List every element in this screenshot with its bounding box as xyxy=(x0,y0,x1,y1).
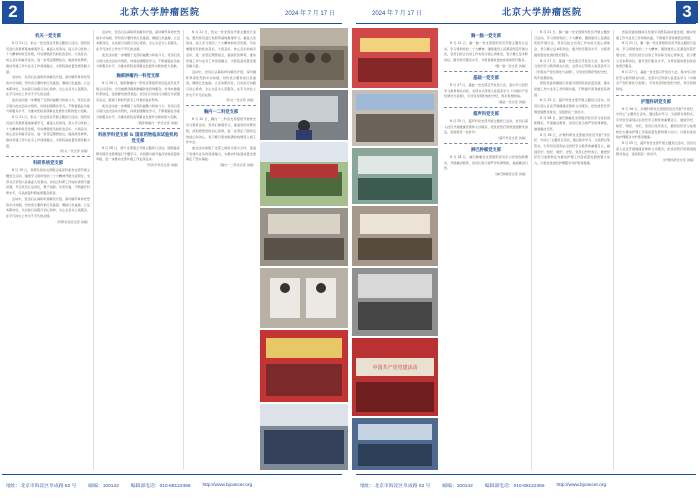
article-title: 机关一党支部 xyxy=(35,34,61,39)
article-title: 胸一脑一党支部 xyxy=(470,34,502,39)
section-divider xyxy=(444,143,528,144)
masthead-left: 北京大学肿瘤医院 xyxy=(120,8,201,18)
article-paragraph: 6 月 19 日，科研系统党支部联合临床科室党支部开展主题党日活动，围绕学习贯彻党的二十大精神开展交流研讨，支部书记带领大家重温入党誓词，并结合科研工作实际讲授专题党课，号召党员立足岗位，勇于创新，攻坚克难，不断提升科研水平，以高质量科研成果服务患者。 xyxy=(6,168,90,196)
header-rule-left xyxy=(2,23,342,24)
article-title: 科医学科党支部 & 国家药物临床试验机构党支部 xyxy=(98,132,178,144)
footer-phone: 编辑部电话：010-88122456 xyxy=(484,483,545,489)
article-title: 科研系统党支部 xyxy=(32,161,64,167)
photo-party-event xyxy=(260,330,348,402)
article-paragraph: 此次活动加强了支部之间的交流与合作，促进了党建与业务的深度融合，为推动科室高质量发展奠定了坚实基础。 xyxy=(186,145,256,162)
footer-left xyxy=(6,477,342,493)
article-paragraph: 6 月 28 日，淋巴肿瘤党支部组织党员学习党的创新理论，开展廉洁教育，党员们表示将严守纪律规矩，做到廉洁行医。 xyxy=(534,115,610,131)
article-paragraph: 6 月 26 日，护理科研党支部组织党员开展“学党纪、守初心”主题党日活动，通过集中学习、交流研讨等形式，引导党员深刻认识党纪学习教育的重要意义，做到学纪、知纪、明纪、守纪。党员们纷纷表示，要把党纪学习成果转化为推动护理工作高质量发展的强大动力，以更加优质的护理服务守护患者健康。 xyxy=(534,132,610,166)
left-column-1 xyxy=(6,30,90,470)
photo-group-photo xyxy=(260,404,348,470)
left-column-2 xyxy=(96,30,180,470)
photo-outdoor-group xyxy=(260,142,348,206)
article-paragraph: 活动中，党员们认真聆听讲解员介绍，深切缅怀革命先烈的丰功伟绩，纷纷表示要传承红色基因，赓续红色血脉，立足本职岗位，以实际行动践行初心使命，全心全意为人民服务，在平凡岗位上作出不平凡的业绩。 xyxy=(186,69,256,97)
article-title: 胸内一二科党支部 xyxy=(203,110,239,116)
column-divider xyxy=(183,30,184,470)
right-column-2 xyxy=(534,30,610,470)
section-divider xyxy=(616,95,696,96)
article-paragraph: 6 月 21 日，机关一党支部在开展主题党日活动，组织党员赴红色教育基地参观学习，重温入党誓词，深入学习党的二十大精神和党章党规，切实增强党员的政治意识、大局意识、核心意识和看齐意识，进一步坚定理想信念，提高党性修养，推动党建工作与业务工作深度融合，为医院高质量发展贡献力量。 xyxy=(6,41,90,74)
photo-hospital-hall xyxy=(352,148,438,204)
footer-right xyxy=(360,477,696,493)
article-paragraph: 6 月 25 日，超声科党支部开展主题党日活动，党员们深入社区开展健康宣教和义诊服务，把优质医疗资源送到群众身边，受到居民一致好评。 xyxy=(534,98,610,114)
article-paragraph: 6 月 25 日，超声科党支部开展主题党日活动，党员们深入社区开展健康宣教和义诊服务，把优质医疗资源送到群众身边，受到居民一致好评。 xyxy=(444,118,528,135)
footer-rule-left xyxy=(2,474,342,475)
right-column-3 xyxy=(616,30,696,470)
article-paragraph: 6 月 21 日，机关一党支部在开展主题党日活动，组织党员赴红色教育基地参观学习，重温入党誓词，深入学习党的二十大精神和党章党规，切实增强党员的政治意识、大局意识、核心意识和看齐意识，进一步坚定理想信念，提高党性修养，推动党建工作与业务工作深度融合，为医院高质量发展贡献力量。 xyxy=(186,30,256,69)
left-column-3 xyxy=(186,30,256,470)
photo-banner-party xyxy=(352,338,438,416)
article-title: 胸部肿瘤内一科党支部 xyxy=(116,73,160,79)
footer-address: 地址：北京市海淀区阜成路 52 号 xyxy=(6,483,77,489)
article-byline: （胸部肿瘤内一科党支部 供稿） xyxy=(135,120,180,125)
column-divider xyxy=(613,30,614,470)
article-paragraph: 6 月 26 日，护理科研党支部组织党员开展“学党纪、守初心”主题党日活动，通过集中学习、交流研讨等形式，引导党员深刻认识党纪学习教育的重要意义，做到学纪、知纪、明纪、守纪。党员们纷纷表示，要把党纪学习成果转化为推动护理工作高质量发展的强大动力，以更加优质的护理服务守护患者健康。 xyxy=(616,106,696,140)
footer-website[interactable]: http://www.bjcancer.org xyxy=(202,482,253,488)
article-title: 超声科党支部 xyxy=(473,111,499,117)
section-divider xyxy=(444,107,528,108)
article-paragraph: 此次活动进一步增强了支部的凝聚力和战斗力，党员们表示将以此次活动为契机，持续加强理论学习，不断提高业务能力和服务水平，为推动医院各项事业发展作出新的更大贡献。 xyxy=(96,103,180,120)
article-paragraph: 6 月 20 日，胸内一二科党支部组织开展党史学习教育活动，党员们参观学习，重温党的光辉历程，深刻感悟党的初心使命，进一步坚定了跟党走的信心和决心，表示要以更加饱满的热情投入到工作中去。 xyxy=(186,117,256,145)
article-paragraph: 6 月 27 日，基础一党支部召开党员大会，集中学习党纪学习教育相关内容，支部书记带领大家逐条学习《中国共产党纪律处分条例》，引导党员明纪知纪守纪，筑牢思想防线。 xyxy=(534,58,610,80)
article-byline: （淋巴肿瘤党支部 供稿） xyxy=(492,172,528,177)
article-paragraph: 此次活动进一步增强了支部的凝聚力和战斗力，党员们表示将以此次活动为契机，持续加强理论学习，不断提高业务能力和服务水平，为推动医院各项事业发展作出新的更大贡献。 xyxy=(6,98,90,114)
column-divider xyxy=(93,30,94,470)
photo-lab-visit xyxy=(260,268,348,328)
section-divider xyxy=(96,128,180,129)
article-paragraph: 6 月 21 日，机关一党支部在开展主题党日活动，组织党员赴红色教育基地参观学习，重温入党誓词，深入学习党的二十大精神和党章党规，切实增强党员的政治意识、大局意识、核心意识和看齐意识，进一步坚定理想信念，提高党性修养，推动党建工作与业务工作深度融合，为医院高质量发展贡献力量。 xyxy=(6,115,90,148)
photo-museum-visit xyxy=(352,268,438,336)
photo-training xyxy=(352,206,438,266)
article-paragraph: 医院党委将继续以党建引领医院高质量发展，推动党建工作与业务工作同频共振，不断提升患者就医获得感。 xyxy=(534,81,610,97)
banner-text: 中国共产党党建活动 xyxy=(372,365,418,371)
article-paragraph: 6 月 27 日，基础一党支部召开党员大会，集中学习党纪学习教育相关内容，支部书记带领大家逐条学习《中国共产党纪律处分条例》，引导党员明纪知纪守纪，筑牢思想防线。 xyxy=(616,69,696,92)
date-left: 2024 年 7 月 17 日 xyxy=(285,11,335,17)
photo-group-meeting xyxy=(260,28,348,88)
header-rule-right xyxy=(356,23,696,24)
article-byline: （科医学科党支部 供稿） xyxy=(144,162,180,167)
footer-postcode: 邮编：100142 xyxy=(88,483,119,489)
section-divider xyxy=(444,71,528,72)
column-divider xyxy=(531,30,532,470)
photo-conference xyxy=(352,418,438,470)
footer-phone: 编辑部电话：010-88122456 xyxy=(130,483,191,489)
article-paragraph: 活动中，党员们认真聆听讲解员介绍，深切缅怀革命先烈的丰功伟绩，纷纷表示要传承红色基因，赓续红色血脉，立足本职岗位，以实际行动践行初心使命，全心全意为人民服务，在平凡岗位上作出不平凡的业绩。 xyxy=(6,75,90,97)
article-byline: （机关一党支部 供稿） xyxy=(224,98,256,103)
footer-address: 地址：北京市海淀区阜成路 52 号 xyxy=(360,483,431,489)
article-paragraph: 此次活动进一步增强了支部的凝聚力和战斗力，党员们表示将以此次活动为契机，持续加强理论学习，不断提高业务能力和服务水平，为推动医院各项事业发展作出新的更大贡献。 xyxy=(96,52,180,69)
photo-lecture xyxy=(260,208,348,266)
article-paragraph: 6 月 21 日，胸一脑一党支部组织党员开展主题党日活动，学习贯彻党的二十大精神，围绕建设人民满意医院开展讨论，党员们结合自身工作实际交流心得体会，表示要立足本职岗位，提升医疗服务水平，为患者提供更加优质的医疗服务。 xyxy=(444,41,528,63)
masthead-right: 北京大学肿瘤医院 xyxy=(502,8,583,18)
article-byline: （科研系统党支部 供稿） xyxy=(54,219,90,224)
article-paragraph: 6 月 21 日，胸一脑一党支部组织党员开展主题党日活动，学习贯彻党的二十大精神，围绕建设人民满意医院开展讨论，党员们结合自身工作实际交流心得体会，表示要立足本职岗位，提升医疗服务水平，为患者提供更加优质的医疗服务。 xyxy=(616,41,696,69)
date-right: 2024 年 7 月 17 日 xyxy=(372,11,422,17)
page-number-2: 2 xyxy=(2,1,24,23)
article-title: 基础一党支部 xyxy=(473,75,499,81)
photo-speaker xyxy=(260,90,348,140)
page-number-3: 3 xyxy=(676,1,698,23)
section-divider xyxy=(186,105,256,106)
article-paragraph: 医院党委将继续以党建引领医院高质量发展，推动党建工作与业务工作同频共振，不断提升患者就医获得感。 xyxy=(616,30,696,40)
article-paragraph: 活动中，党员们认真聆听讲解员介绍，深切缅怀革命先烈的丰功伟绩，纷纷表示要传承红色基因，赓续红色血脉，立足本职岗位，以实际行动践行初心使命，全心全意为人民服务，在平凡岗位上作出不平凡的业绩。 xyxy=(96,30,180,52)
article-paragraph: 6 月 26 日，胸部肿瘤内一科党支部组织党员赴延庆区开展义诊活动，为当地群众提供肿瘤防治咨询服务，并举办健康科普讲座，受到群众热烈欢迎。党员们以实际行动践行为民服务宗旨，展现了新时代医务工作者的良好形象。 xyxy=(96,80,180,103)
footer-rule-right xyxy=(356,474,696,475)
article-paragraph: 6 月 21 日，胸一脑一党支部组织党员开展主题党日活动，学习贯彻党的二十大精神，围绕建设人民满意医院开展讨论，党员们结合自身工作实际交流心得体会，表示要立足本职岗位，提升医疗服务水平，为患者提供更加优质的医疗服务。 xyxy=(534,30,610,57)
article-paragraph: 6 月 25 日，超声科党支部开展主题党日活动，党员们深入社区开展健康宣教和义诊服务，把优质医疗资源送到群众身边，受到居民一致好评。 xyxy=(616,140,696,157)
article-paragraph: 6 月 28 日，两个支部联合开展主题党日活动，围绕临床研究规范化管理进行专题学习，共同探讨提升临床试验质量的举措，进一步推动支部共建工作走深走实。 xyxy=(96,145,180,162)
article-paragraph: 6 月 28 日，淋巴肿瘤党支部组织党员学习党的创新理论，开展廉洁教育，党员们表示将严守纪律规矩，做到廉洁行医。 xyxy=(444,155,528,171)
photo-classroom xyxy=(352,90,438,146)
article-byline: （护理科研党支部 供稿） xyxy=(660,158,696,163)
article-byline: （机关一党支部 供稿） xyxy=(58,149,90,154)
article-byline: （胸一脑一党支部 供稿） xyxy=(492,63,528,68)
right-column-1 xyxy=(444,30,528,470)
article-title: 淋巴肿瘤党支部 xyxy=(470,148,502,154)
footer-postcode: 邮编：100142 xyxy=(442,483,473,489)
footer-website[interactable]: http://www.bjcancer.org xyxy=(556,482,607,488)
photo-banner-red xyxy=(352,28,438,88)
article-byline: （胸内一二科党支部 供稿） xyxy=(217,163,256,168)
article-title: 护理科研党支部 xyxy=(640,99,672,105)
article-paragraph: 6 月 27 日，基础一党支部召开党员大会，集中学习党纪学习教育相关内容，支部书记带领大家逐条学习《中国共产党纪律处分条例》，引导党员明纪知纪守纪，筑牢思想防线。 xyxy=(444,82,528,99)
article-byline: （超声科党支部 供稿） xyxy=(496,136,528,141)
article-byline: （基础一党支部 供稿） xyxy=(496,99,528,104)
article-paragraph: 活动中，党员们认真聆听讲解员介绍，深切缅怀革命先烈的丰功伟绩，纷纷表示要传承红色基因，赓续红色血脉，立足本职岗位，以实际行动践行初心使命，全心全意为人民服务，在平凡岗位上作出不平凡的业绩。 xyxy=(6,196,90,218)
section-divider xyxy=(6,156,90,157)
